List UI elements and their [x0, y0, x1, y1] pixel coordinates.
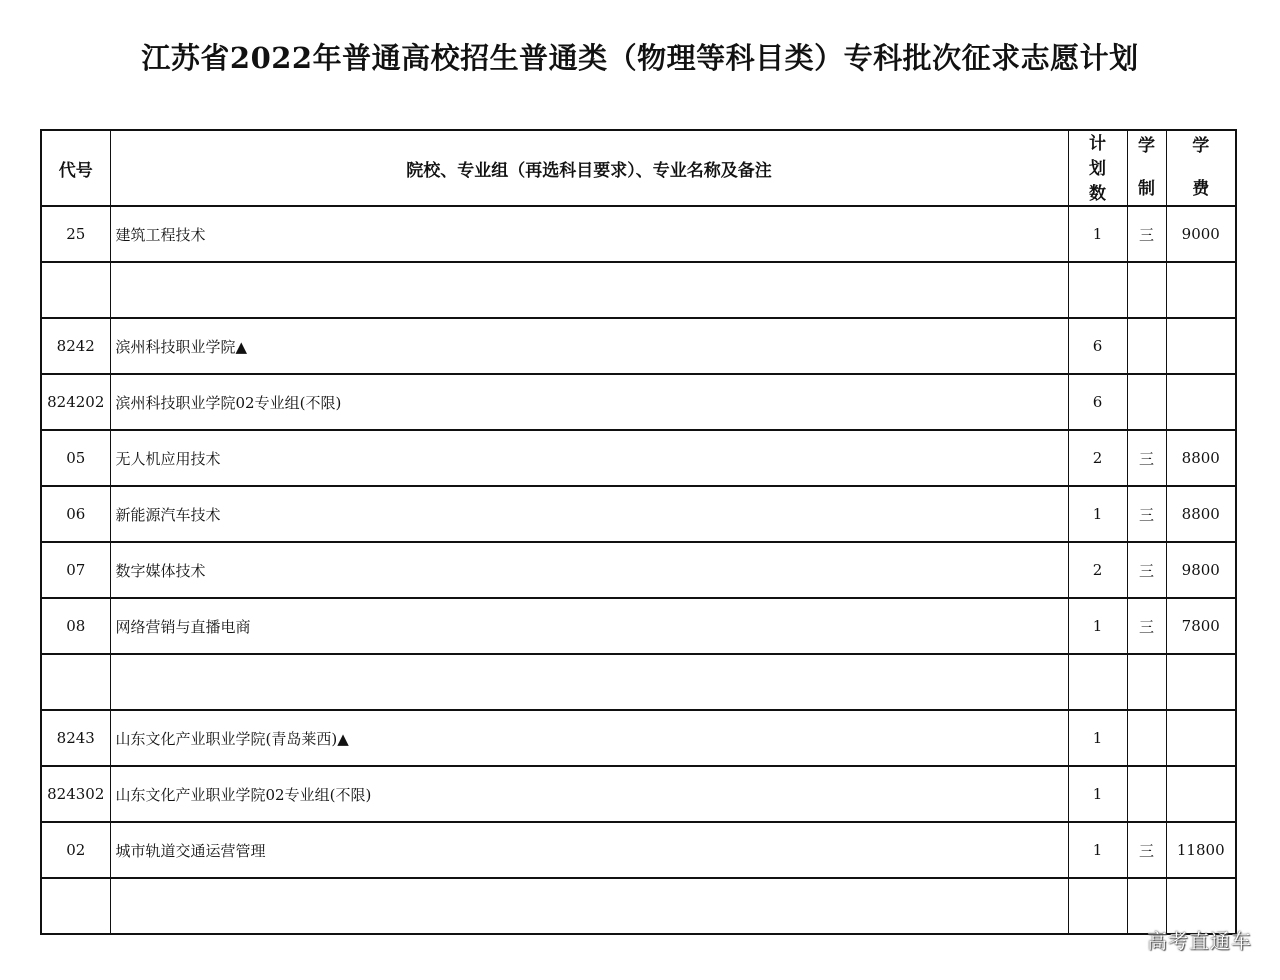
table-header-row	[41, 130, 1236, 206]
cell-code: 824202	[41, 374, 110, 430]
cell-code: 8243	[41, 710, 110, 766]
cell-plan: 6	[1068, 318, 1127, 374]
table-row	[41, 206, 1236, 262]
cell-fee: 7800	[1166, 598, 1236, 654]
cell-fee: 11800	[1166, 822, 1236, 878]
cell-years: 三	[1127, 206, 1166, 262]
cell-code	[41, 262, 110, 318]
cell-code: 06	[41, 486, 110, 542]
cell-code: 25	[41, 206, 110, 262]
cell-name: 新能源汽车技术	[110, 486, 1068, 542]
cell-code: 05	[41, 430, 110, 486]
cell-code: 08	[41, 598, 110, 654]
cell-code: 02	[41, 822, 110, 878]
header-fee-char: 费	[1192, 179, 1210, 199]
cell-years	[1127, 710, 1166, 766]
cell-fee: 8800	[1166, 430, 1236, 486]
cell-years	[1127, 374, 1166, 430]
cell-name	[110, 878, 1068, 934]
cell-years: 三	[1127, 542, 1166, 598]
cell-fee	[1166, 318, 1236, 374]
cell-plan: 1	[1068, 486, 1127, 542]
cell-name	[110, 654, 1068, 710]
table-row	[41, 318, 1236, 374]
cell-code: 824302	[41, 766, 110, 822]
cell-code	[41, 878, 110, 934]
table-row	[41, 654, 1236, 710]
cell-plan: 6	[1068, 374, 1127, 430]
cell-years: 三	[1127, 822, 1166, 878]
cell-fee	[1166, 262, 1236, 318]
cell-name: 城市轨道交通运营管理	[110, 822, 1068, 878]
table-row	[41, 822, 1236, 878]
page-title: 江苏省2022年普通高校招生普通类（物理等科目类）专科批次征求志愿计划	[141, 41, 1139, 75]
cell-name: 山东文化产业职业学院(青岛莱西)▲	[110, 710, 1068, 766]
table-row	[41, 878, 1236, 934]
cell-fee: 8800	[1166, 486, 1236, 542]
cell-plan: 2	[1068, 542, 1127, 598]
cell-name: 无人机应用技术	[110, 430, 1068, 486]
header-plan-char: 计	[1089, 134, 1106, 154]
cell-plan	[1068, 878, 1127, 934]
header-fee-char: 学	[1192, 136, 1210, 156]
cell-plan: 1	[1068, 822, 1127, 878]
table-row	[41, 542, 1236, 598]
table-row	[41, 766, 1236, 822]
cell-name: 建筑工程技术	[110, 206, 1068, 262]
cell-fee	[1166, 654, 1236, 710]
table-row	[41, 710, 1236, 766]
plan-table	[40, 129, 1237, 935]
table-row	[41, 430, 1236, 486]
header-years	[1127, 130, 1166, 206]
cell-fee	[1166, 710, 1236, 766]
cell-years: 三	[1127, 430, 1166, 486]
cell-plan: 1	[1068, 710, 1127, 766]
cell-years	[1127, 654, 1166, 710]
cell-fee: 9800	[1166, 542, 1236, 598]
header-years-char: 学	[1138, 136, 1155, 156]
header-years-char: 制	[1138, 179, 1155, 199]
cell-plan	[1068, 654, 1127, 710]
header-plan-char: 划	[1089, 159, 1106, 179]
table-row	[41, 374, 1236, 430]
cell-plan: 1	[1068, 766, 1127, 822]
header-plan-char: 数	[1089, 184, 1106, 204]
cell-code	[41, 654, 110, 710]
cell-plan: 1	[1068, 598, 1127, 654]
cell-years: 三	[1127, 486, 1166, 542]
table-row	[41, 262, 1236, 318]
cell-plan: 2	[1068, 430, 1127, 486]
cell-fee: 9000	[1166, 206, 1236, 262]
cell-name: 网络营销与直播电商	[110, 598, 1068, 654]
cell-code: 8242	[41, 318, 110, 374]
cell-plan	[1068, 262, 1127, 318]
cell-fee	[1166, 374, 1236, 430]
header-name: 院校、专业组（再选科目要求）、专业名称及备注	[110, 130, 1068, 206]
cell-name: 山东文化产业职业学院02专业组(不限)	[110, 766, 1068, 822]
cell-years	[1127, 766, 1166, 822]
table-row	[41, 486, 1236, 542]
table-row	[41, 598, 1236, 654]
header-plan	[1068, 130, 1127, 206]
cell-years	[1127, 262, 1166, 318]
cell-fee	[1166, 766, 1236, 822]
cell-years: 三	[1127, 598, 1166, 654]
cell-code: 07	[41, 542, 110, 598]
cell-plan: 1	[1068, 206, 1127, 262]
header-code: 代号	[41, 130, 110, 206]
watermark-text: 高考直通车	[1147, 929, 1252, 953]
cell-years	[1127, 318, 1166, 374]
cell-name	[110, 262, 1068, 318]
cell-name: 滨州科技职业学院▲	[110, 318, 1068, 374]
cell-name: 滨州科技职业学院02专业组(不限)	[110, 374, 1068, 430]
cell-name: 数字媒体技术	[110, 542, 1068, 598]
header-fee	[1166, 130, 1236, 206]
